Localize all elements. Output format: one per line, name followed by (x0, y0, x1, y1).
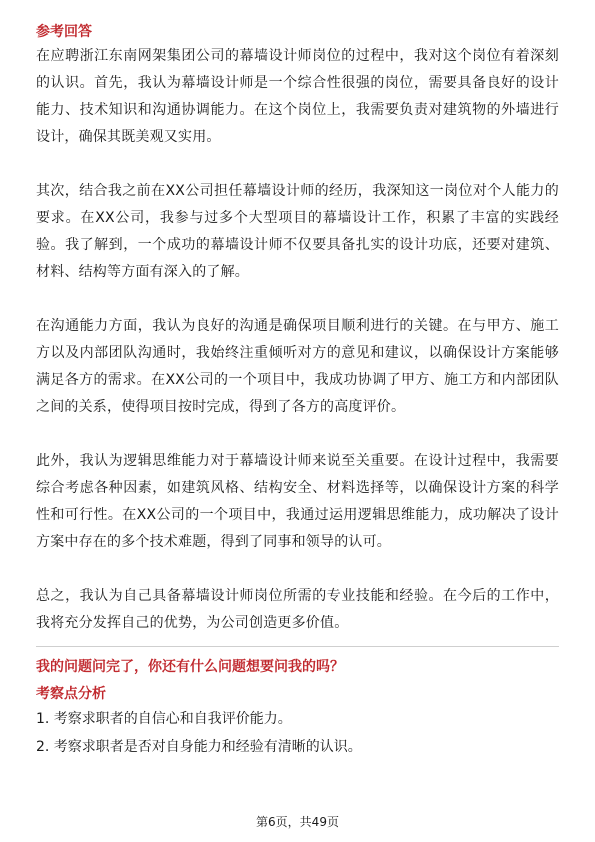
paragraph-spacer (36, 286, 559, 313)
answer-paragraph-5: 总之，我认为自己具备幕墙设计师岗位所需的专业技能和经验。在今后的工作中，我将充分发挥自己的优势，为公司创造更多价值。 (36, 588, 559, 631)
reference-answer-heading: 参考回答 (36, 24, 92, 40)
analysis-heading: 考察点分析 (36, 686, 106, 702)
section-divider (36, 646, 559, 647)
answer-paragraph-1: 在应聘浙江东南网架集团公司的幕墙设计师岗位的过程中，我对这个岗位有着深刻的认识。首先，我认为幕墙设计师是一个综合性很强的岗位，需要具备良好的设计能力、技术知识和沟通协调能力。在这个岗位上，我需要负责对建筑物的外墙进行设计，确保其既美观又实用。 (36, 48, 559, 145)
paragraph-spacer (36, 421, 559, 448)
paragraph-spacer (36, 151, 559, 178)
analysis-item-2: 2. 考察求职者是否对自身能力和经验有清晰的认识。 (36, 739, 362, 755)
analysis-item-1: 1. 考察求职者的自信心和自我评价能力。 (36, 711, 292, 727)
answer-paragraph-2: 其次，结合我之前在XX公司担任幕墙设计师的经历，我深知这一岗位对个人能力的要求。在XX公司，我参与过多个大型项目的幕墙设计工作，积累了丰富的实践经验。我了解到，一个成功的幕墙设计师不仅要具备扎实的设计功底，还要对建筑、材料、结构等方面有深入的了解。 (36, 183, 559, 280)
answer-paragraph-3: 在沟通能力方面，我认为良好的沟通是确保项目顺利进行的关键。在与甲方、施工方以及内部团队沟通时，我始终注重倾听对方的意见和建议，以确保设计方案能够满足各方的需求。在XX公司的一个项目中，我成功协调了甲方、施工方和内部团队之间的关系，使得项目按时完成，得到了各方的高度评价。 (36, 318, 559, 415)
answer-paragraph-4: 此外，我认为逻辑思维能力对于幕墙设计师来说至关重要。在设计过程中，我需要综合考虑各种因素，如建筑风格、结构安全、材料选择等，以确保设计方案的科学性和可行性。在XX公司的一个项目中，我通过运用逻辑思维能力，成功解决了设计方案中存在的多个技术难题，得到了同事和领导的认可。 (36, 453, 559, 550)
document-page (36, 20, 559, 761)
page-number: 第6页，共49页 (256, 815, 339, 829)
interview-question: 我的问题问完了，你还有什么问题想要问我的吗？ (36, 659, 344, 675)
paragraph-spacer (36, 556, 559, 583)
